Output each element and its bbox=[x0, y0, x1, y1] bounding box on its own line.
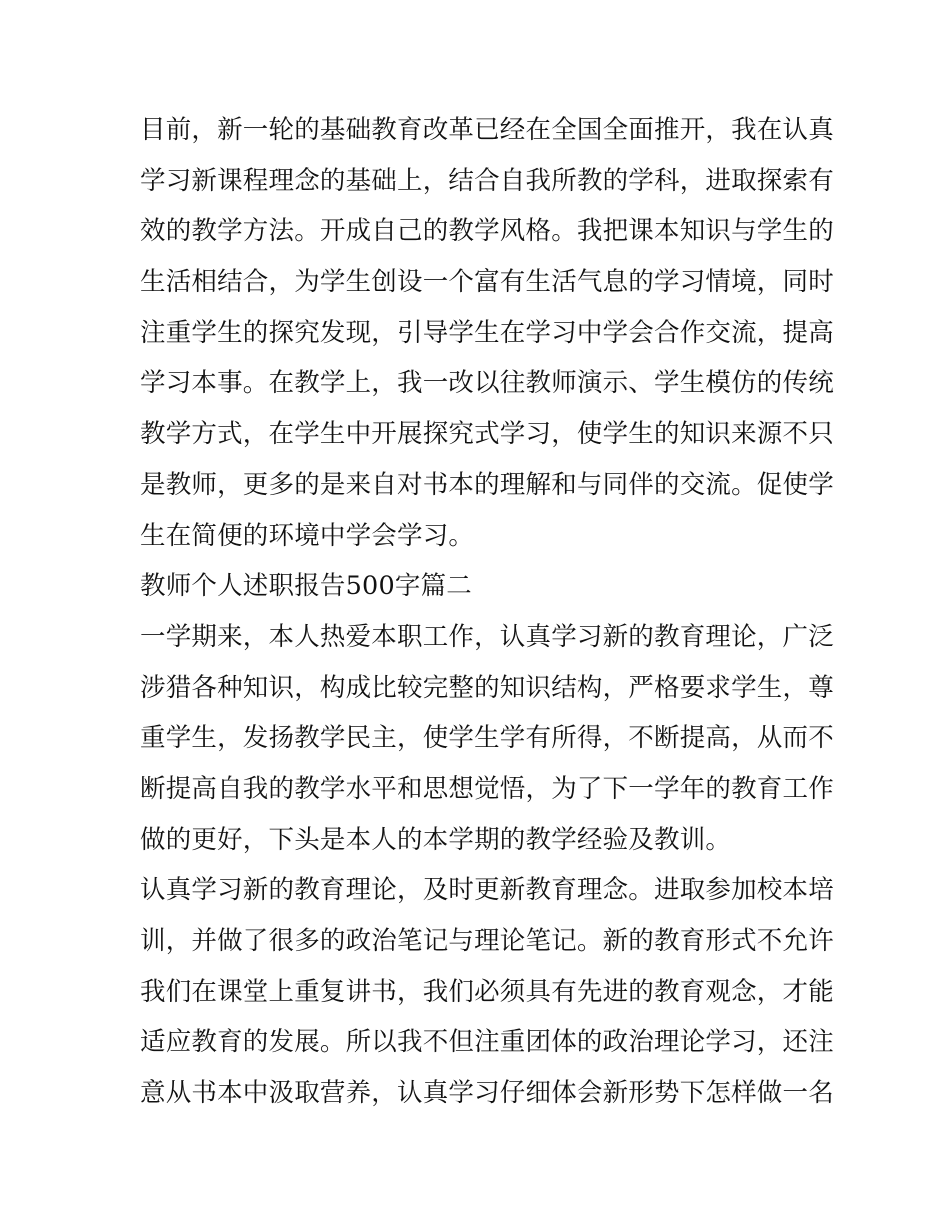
text-line: 生活相结合，为学生创设一个富有生活气息的学习情境，同时 bbox=[140, 267, 834, 298]
text-line: 学习本事。在教学上，我一改以往教师演示、学生模仿的传统 bbox=[140, 368, 834, 399]
text-line: 做的更好，下头是本人的本学期的教学经验及教训。 bbox=[140, 824, 732, 855]
text-line: 目前，新一轮的基础教育改革已经在全国全面推开，我在认真 bbox=[140, 115, 834, 145]
text-line: 生在简便的环境中学会学习。 bbox=[140, 520, 475, 551]
text-line: 断提高自我的教学水平和思想觉悟，为了下一学年的教育工作 bbox=[140, 773, 834, 804]
text-line: 意从书本中汲取营养，认真学习仔细体会新形势下怎样做一名 bbox=[140, 1078, 834, 1109]
text-line: 训，并做了很多的政治笔记与理论笔记。新的教育形式不允许 bbox=[140, 926, 834, 956]
section-heading: 教师个人述职报告500字篇二 bbox=[140, 571, 472, 602]
text-line: 我们在课堂上重复讲书，我们必须具有先进的教育观念，才能 bbox=[140, 976, 834, 1007]
text-line: 认真学习新的教育理论，及时更新教育理念。进取参加校本培 bbox=[140, 875, 834, 906]
text-line: 涉猎各种知识，构成比较完整的知识结构，严格要求学生，尊 bbox=[140, 672, 834, 703]
text-line: 是教师，更多的是来自对书本的理解和与同伴的交流。促使学 bbox=[140, 469, 834, 500]
text-line: 学习新课程理念的基础上，结合自我所教的学科，进取探索有 bbox=[140, 165, 834, 196]
document-page bbox=[140, 105, 834, 1119]
text-line: 效的教学方法。开成自己的教学风格。我把课本知识与学生的 bbox=[140, 216, 834, 247]
text-line: 适应教育的发展。所以我不但注重团体的政治理论学习，还注 bbox=[140, 1027, 834, 1058]
text-line: 注重学生的探究发现，引导学生在学习中学会合作交流，提高 bbox=[140, 317, 834, 348]
text-line: 一学期来，本人热爱本职工作，认真学习新的教育理论，广泛 bbox=[140, 621, 834, 652]
text-line: 教学方式，在学生中开展探究式学习，使学生的知识来源不只 bbox=[140, 419, 834, 450]
text-line: 重学生，发扬教学民主，使学生学有所得，不断提高，从而不 bbox=[140, 723, 834, 754]
